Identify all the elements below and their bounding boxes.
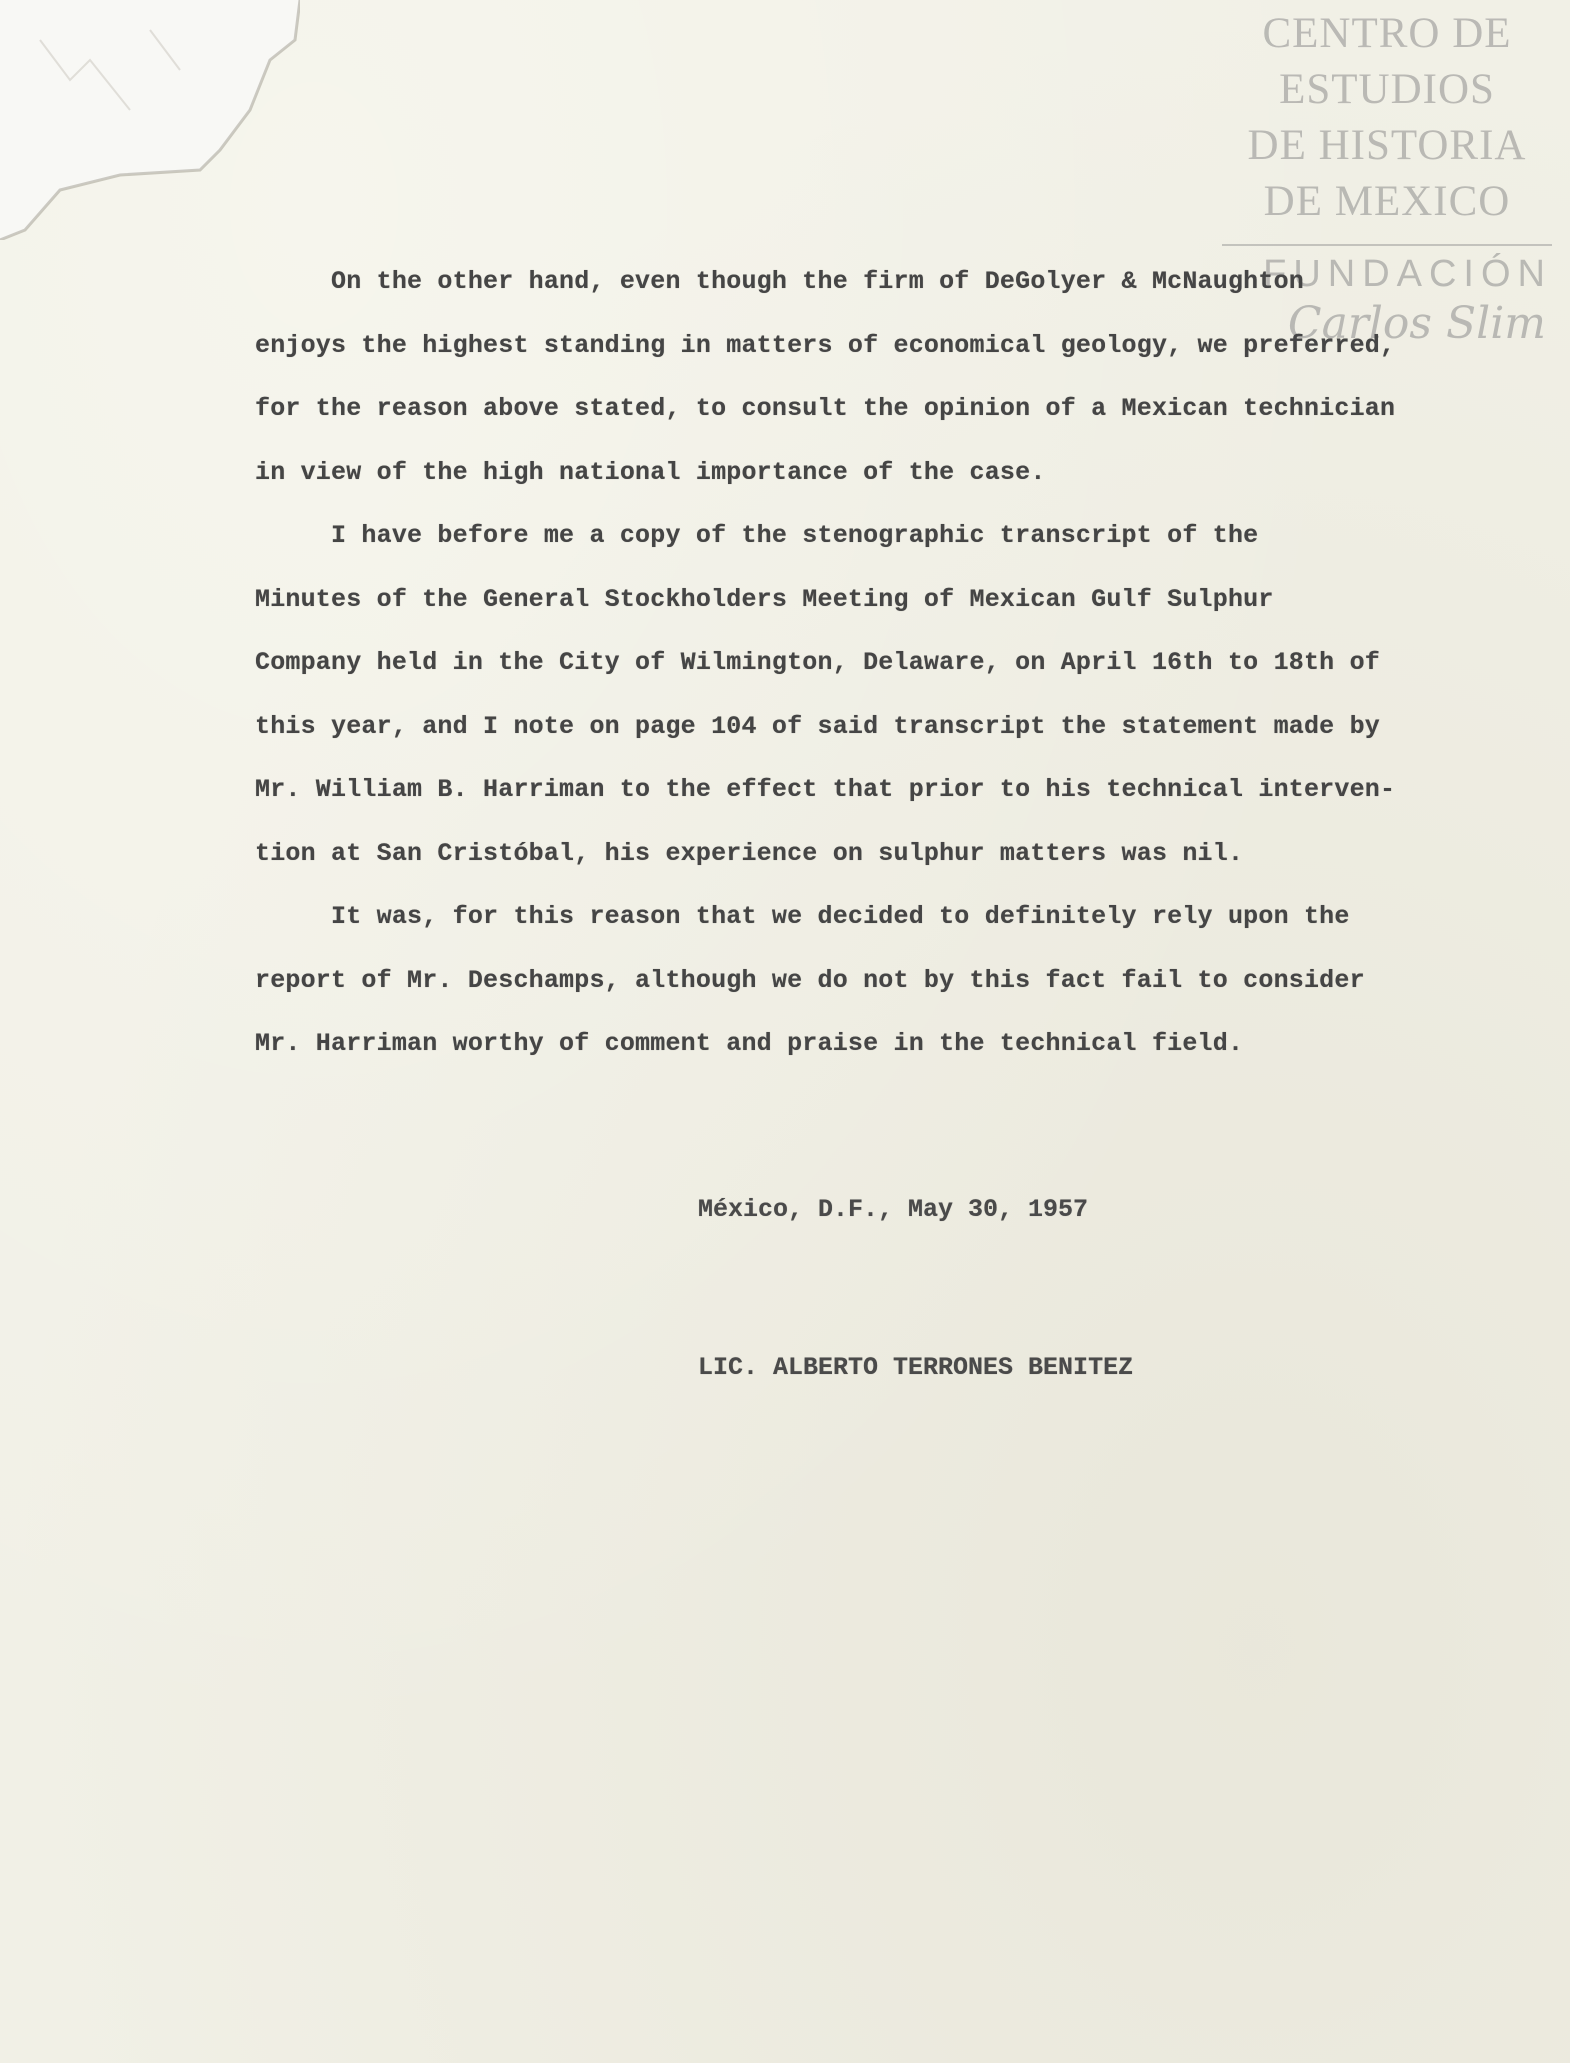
date-line: México, D.F., May 30, 1957 xyxy=(698,1195,1089,1224)
watermark-signature: Carlos Slim xyxy=(1287,298,1546,349)
text-line: It was, for this reason that we decided to definitely rely upon the xyxy=(255,902,1350,931)
text-line: I have before me a copy of the stenographic transcript of the xyxy=(255,521,1259,550)
text-line: tion at San Cristóbal, his experience on sulphur matters was nil. xyxy=(255,838,1244,868)
signatory-name: LIC. ALBERTO TERRONES BENITEZ xyxy=(698,1353,1134,1382)
watermark-line-1: CENTRO DE xyxy=(1262,10,1512,57)
text-line: this year, and I note on page 104 of said transcript the statement made by xyxy=(255,711,1380,741)
letter-body xyxy=(255,250,1455,1076)
text-line: Company held in the City of Wilmington, Delaware, on April 16th to 18th of xyxy=(255,648,1380,677)
text-line: Mr. Harriman worthy of comment and praise in the technical field. xyxy=(255,1029,1244,1058)
watermark-divider xyxy=(1222,244,1552,246)
paragraph-2 xyxy=(255,504,1455,885)
watermark-line-2: ESTUDIOS xyxy=(1279,66,1495,113)
text-line: in view of the high national importance of the case. xyxy=(255,457,1046,487)
watermark-line-3: DE HISTORIA xyxy=(1247,122,1527,169)
text-line: report of Mr. Deschamps, although we do not by this fact fail to consider xyxy=(255,965,1365,995)
text-line: for the reason above stated, to consult the opinion of a Mexican technician xyxy=(255,394,1396,423)
paragraph-1 xyxy=(255,250,1455,504)
text-line: Mr. William B. Harriman to the effect that prior to his technical interven- xyxy=(255,775,1396,804)
text-line: enjoys the highest standing in matters of economical geology, we preferred, xyxy=(255,330,1396,360)
text-line: On the other hand, even though the firm of DeGolyer & McNaughton xyxy=(255,267,1304,296)
paragraph-3 xyxy=(255,885,1455,1076)
torn-paper-corner xyxy=(0,0,300,240)
watermark-fundacion: FUNDACIÓN xyxy=(1263,253,1552,295)
text-line: Minutes of the General Stockholders Meeting of Mexican Gulf Sulphur xyxy=(255,584,1274,614)
signature-block xyxy=(698,1132,1133,1417)
watermark-line-4: DE MEXICO xyxy=(1263,178,1511,225)
